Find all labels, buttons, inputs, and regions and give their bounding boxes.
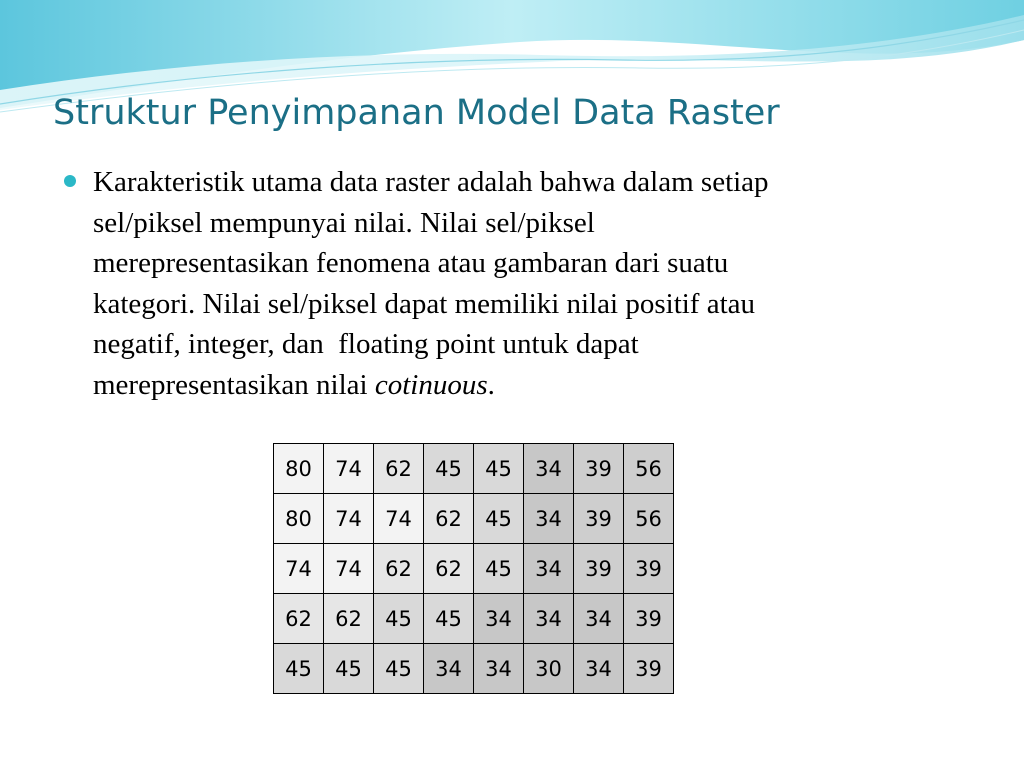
raster-cell: 34 <box>524 544 574 594</box>
raster-row <box>274 544 674 594</box>
raster-cell: 62 <box>274 594 324 644</box>
raster-row <box>274 644 674 694</box>
raster-cell: 62 <box>374 444 424 494</box>
text-segment: merepresentasikan nilai <box>93 368 375 401</box>
raster-cell: 39 <box>574 494 624 544</box>
raster-cell: 39 <box>624 544 674 594</box>
raster-cell: 45 <box>374 594 424 644</box>
raster-cell: 45 <box>274 644 324 694</box>
raster-cell: 62 <box>374 544 424 594</box>
raster-cell: 62 <box>424 494 474 544</box>
text-line: merepresentasikan fenomena atau gambaran dari suatu <box>93 247 729 279</box>
bullet-item <box>62 162 962 405</box>
raster-cell: 80 <box>274 494 324 544</box>
raster-cell: 39 <box>624 644 674 694</box>
text-line-last <box>93 365 962 406</box>
raster-cell: 56 <box>624 494 674 544</box>
raster-cell: 45 <box>474 444 524 494</box>
raster-cell: 39 <box>624 594 674 644</box>
raster-cell: 34 <box>574 644 624 694</box>
raster-grid <box>273 443 674 694</box>
raster-cell: 80 <box>274 444 324 494</box>
raster-cell: 39 <box>574 544 624 594</box>
raster-cell: 74 <box>324 544 374 594</box>
raster-cell: 45 <box>424 444 474 494</box>
raster-cell: 74 <box>324 444 374 494</box>
text-line: sel/piksel mempunyai nilai. Nilai sel/piksel <box>93 206 595 239</box>
raster-cell: 56 <box>624 444 674 494</box>
bullet-text <box>93 162 962 405</box>
raster-row <box>274 594 674 644</box>
raster-cell: 74 <box>274 544 324 594</box>
text-line: kategori. Nilai sel/piksel dapat memiliki nilai positif atau <box>93 287 756 320</box>
text-line: negatif, integer, dan floating point untuk dapat <box>93 328 639 360</box>
text-line: Karakteristik utama data raster adalah bahwa dalam setiap <box>93 166 769 198</box>
raster-grid-body <box>274 444 674 694</box>
raster-cell: 45 <box>324 644 374 694</box>
raster-row <box>274 444 674 494</box>
raster-cell: 34 <box>424 644 474 694</box>
raster-cell: 45 <box>374 644 424 694</box>
raster-cell: 62 <box>424 544 474 594</box>
raster-cell: 34 <box>524 494 574 544</box>
text-segment: . <box>487 368 495 401</box>
raster-cell: 34 <box>574 594 624 644</box>
bullet-icon <box>64 175 76 187</box>
italic-term: cotinuous <box>374 368 488 401</box>
raster-cell: 30 <box>524 644 574 694</box>
raster-cell: 34 <box>524 444 574 494</box>
raster-cell: 45 <box>424 594 474 644</box>
raster-cell: 74 <box>374 494 424 544</box>
raster-cell: 45 <box>474 544 524 594</box>
raster-row <box>274 494 674 544</box>
raster-cell: 34 <box>474 594 524 644</box>
raster-cell: 74 <box>324 494 374 544</box>
raster-cell: 45 <box>474 494 524 544</box>
raster-cell: 39 <box>574 444 624 494</box>
raster-cell: 62 <box>324 594 374 644</box>
raster-cell: 34 <box>474 644 524 694</box>
raster-cell: 34 <box>524 594 574 644</box>
slide-title: Struktur Penyimpanan Model Data Raster <box>53 93 780 133</box>
